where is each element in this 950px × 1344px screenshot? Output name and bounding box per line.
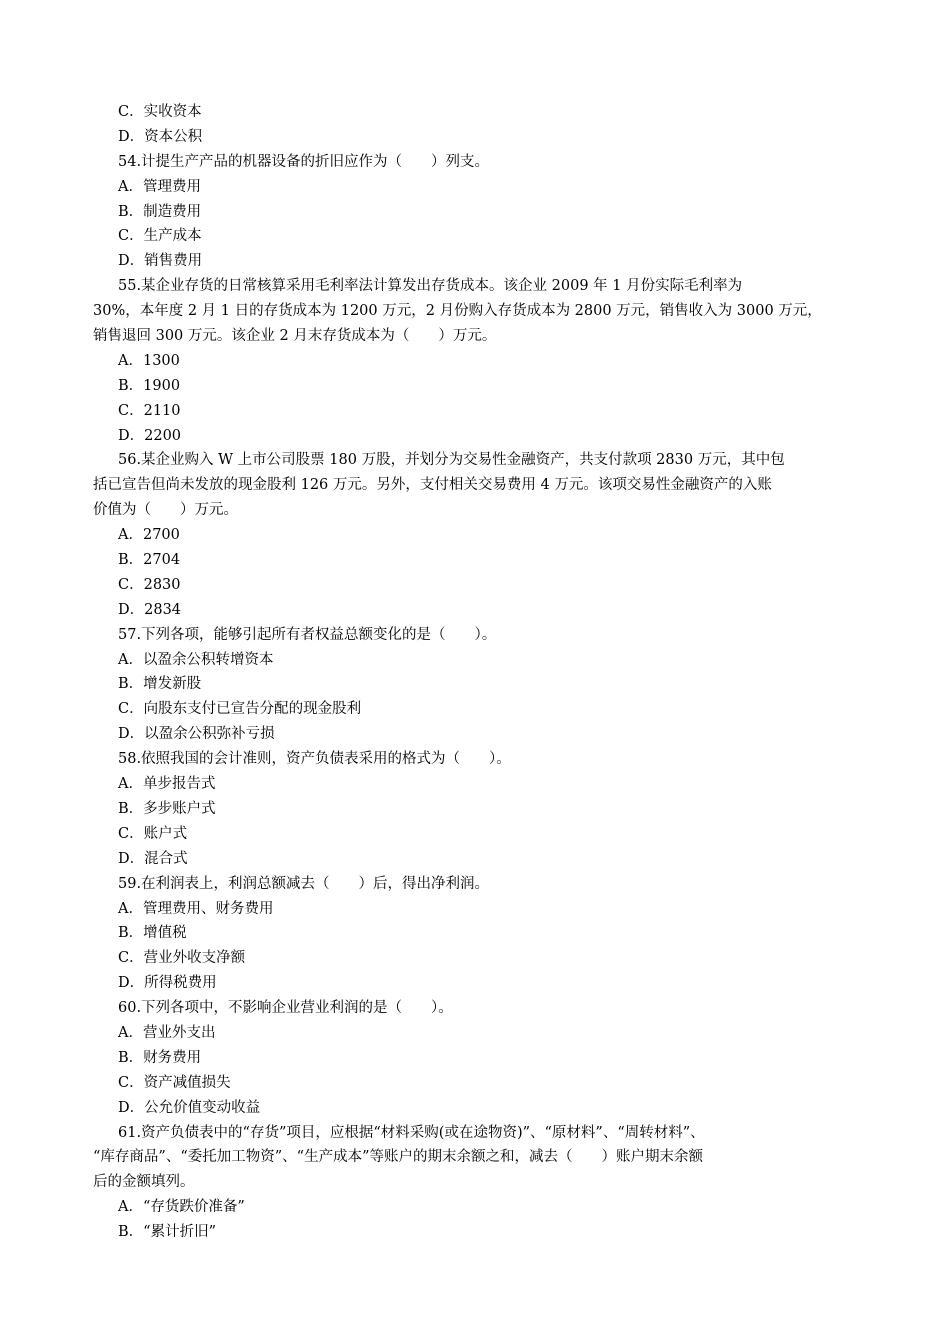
answer-option: A．1300 [118,352,180,369]
answer-option: D．以盈余公积弥补亏损 [118,726,275,743]
answer-option: A．2700 [118,527,180,544]
answer-option: B．增值税 [118,925,187,942]
answer-option: D．公允价值变动收益 [118,1099,261,1116]
answer-option: A．“存货跌价准备” [118,1199,245,1216]
answer-option: D．所得税费用 [118,975,217,992]
answer-option: D．2834 [118,601,182,618]
question-stem: 58.依照我国的会计准则，资产负债表采用的格式为（ ）。 [118,751,511,768]
question-stem: 60.下列各项中，不影响企业营业利润的是（ ）。 [118,1000,453,1017]
question-stem-continuation: 销售退回 300 万元。该企业 2 月末存货成本为（ ）万元。 [93,328,497,345]
question-stem-continuation: 价值为（ ）万元。 [93,502,238,519]
answer-option: C．向股东支付已宣告分配的现金股利 [118,701,362,718]
answer-option: C．资产减值损失 [118,1074,231,1091]
question-stem: 61.资产负债表中的“存货”项目，应根据“材料采购(或在途物资)”、“原材料”、“周转材料”、 [118,1124,705,1141]
answer-option: D．销售费用 [118,253,203,270]
answer-option: B．2704 [118,552,181,569]
answer-option: A．单步报告式 [118,776,216,793]
question-stem: 54.计提生产产品的机器设备的折旧应作为（ ）列支。 [118,153,490,170]
question-stem-continuation: 后的金额填列。 [93,1174,195,1191]
answer-option: B．多步账户式 [118,800,216,817]
question-stem: 55.某企业存货的日常核算采用毛利率法计算发出存货成本。该企业 2009 年 1 月份实际毛利率为 [118,278,743,295]
answer-option: A．营业外支出 [118,1024,216,1041]
answer-option: C．账户式 [118,825,188,842]
answer-option: C．生产成本 [118,228,202,245]
answer-option: C．2830 [118,576,181,593]
answer-option: D．混合式 [118,850,188,867]
answer-option: B．增发新股 [118,676,202,693]
answer-option: B．财务费用 [118,1049,202,1066]
answer-option: A．管理费用 [118,178,201,195]
document-page [93,100,868,1245]
answer-option: D．资本公积 [118,128,203,145]
answer-option: A．管理费用、财务费用 [118,900,274,917]
answer-option: C．实收资本 [118,104,202,120]
answer-option: C．营业外收支净额 [118,950,246,967]
answer-option: B．1900 [118,377,181,394]
answer-option: B．制造费用 [118,203,202,220]
question-stem: 56.某企业购入 W 上市公司股票 180 万股，并划分为交易性金融资产，共支付款项 2830 万元，其中包 [118,452,785,469]
answer-option: C．2110 [118,402,181,419]
question-stem-continuation: 30%，本年度 2 月 1 日的存货成本为 1200 万元，2 月份购入存货成本为 2800 万元，销售收入为 3000 万元， [93,303,822,320]
question-stem: 59.在利润表上，利润总额减去（ ）后，得出净利润。 [118,875,490,892]
question-stem-continuation: 括已宣告但尚未发放的现金股利 126 万元。另外，支付相关交易费用 4 万元。该项交易性金融资产的入账 [93,477,772,494]
answer-option: B．“累计折旧” [118,1224,216,1241]
question-stem-continuation: “库存商品”、“委托加工物资”、“生产成本”等账户的期末余额之和，减去（ ）账户期末余额 [93,1149,703,1166]
answer-option: A．以盈余公积转增资本 [118,651,274,668]
question-stem: 57.下列各项，能够引起所有者权益总额变化的是（ ）。 [118,626,497,643]
answer-option: D．2200 [118,427,182,444]
